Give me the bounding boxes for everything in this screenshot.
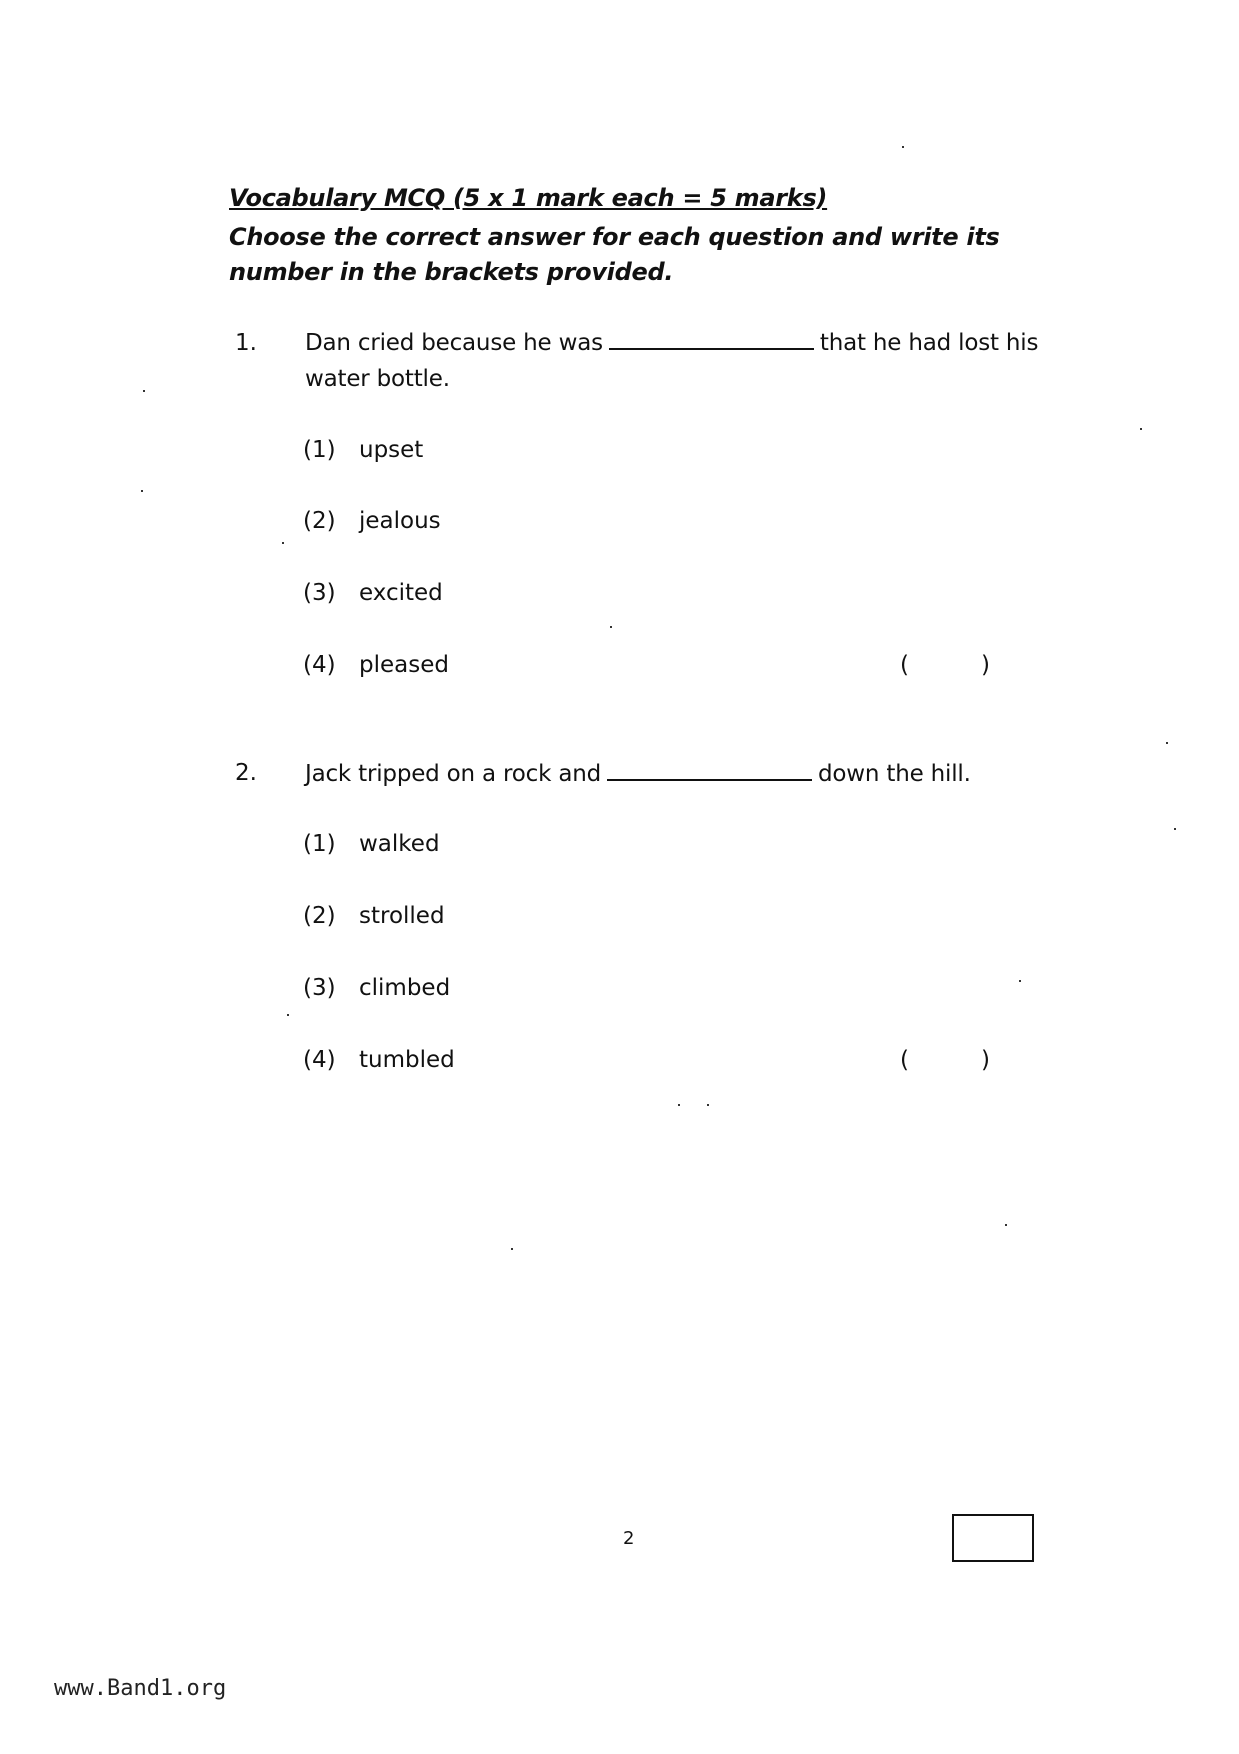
option-label: strolled [359, 903, 445, 929]
option-2[interactable] [303, 508, 441, 534]
option-number: (1) [303, 437, 336, 463]
scan-speck [902, 146, 904, 148]
option-3[interactable] [303, 580, 443, 606]
bracket-open: ( [900, 652, 909, 678]
footer-url: www.Band1.org [54, 1676, 227, 1701]
scan-speck [1174, 828, 1176, 830]
question-number: 1. [235, 330, 257, 356]
option-number: (2) [303, 903, 336, 929]
option-label: jealous [359, 508, 441, 534]
option-1[interactable] [303, 437, 423, 463]
question-text-after: that he had lost his water bottle. [305, 330, 1039, 392]
option-number: (3) [303, 580, 336, 606]
answer-bracket[interactable] [900, 652, 990, 678]
option-label: upset [359, 437, 424, 463]
bracket-close: ) [980, 652, 990, 678]
bracket-close: ) [980, 1047, 990, 1073]
option-number: (4) [303, 652, 336, 678]
scan-speck [707, 1104, 709, 1106]
option-label: climbed [359, 975, 451, 1001]
score-box[interactable] [952, 1514, 1034, 1562]
scan-speck [282, 542, 284, 544]
scan-speck [143, 390, 145, 392]
option-number: (1) [303, 831, 336, 857]
question-text [305, 325, 1045, 397]
option-number: (2) [303, 508, 336, 534]
answer-blank[interactable] [609, 326, 814, 350]
option-label: excited [359, 580, 443, 606]
option-1[interactable] [303, 831, 440, 857]
scan-speck [1166, 742, 1168, 744]
scan-speck [1005, 1224, 1007, 1226]
question-number: 2. [235, 760, 257, 786]
scan-speck [141, 490, 143, 492]
section-title: Vocabulary MCQ (5 x 1 mark each = 5 marks) [229, 184, 828, 212]
answer-blank[interactable] [607, 757, 812, 781]
option-label: pleased [359, 652, 449, 678]
question-text-before: Jack tripped on a rock and [305, 761, 602, 787]
option-3[interactable] [303, 975, 450, 1001]
scan-speck [511, 1248, 513, 1250]
scan-speck [1140, 428, 1142, 430]
section-instructions: Choose the correct answer for each question and write its number in the brackets provided. [229, 223, 1000, 286]
option-4[interactable] [303, 1047, 455, 1073]
option-label: tumbled [359, 1047, 455, 1073]
question-text-after: down the hill. [818, 761, 971, 787]
page-number: 2 [623, 1528, 635, 1549]
question-text-before: Dan cried because he was [305, 330, 603, 356]
option-label: walked [359, 831, 440, 857]
option-number: (4) [303, 1047, 336, 1073]
bracket-open: ( [900, 1047, 909, 1073]
scan-speck [610, 626, 612, 628]
scan-speck [1019, 980, 1021, 982]
scan-speck [678, 1104, 680, 1106]
option-4[interactable] [303, 652, 449, 678]
option-number: (3) [303, 975, 336, 1001]
answer-bracket[interactable] [900, 1047, 990, 1073]
question-text [305, 756, 1045, 792]
option-2[interactable] [303, 903, 445, 929]
scan-speck [287, 1014, 289, 1016]
